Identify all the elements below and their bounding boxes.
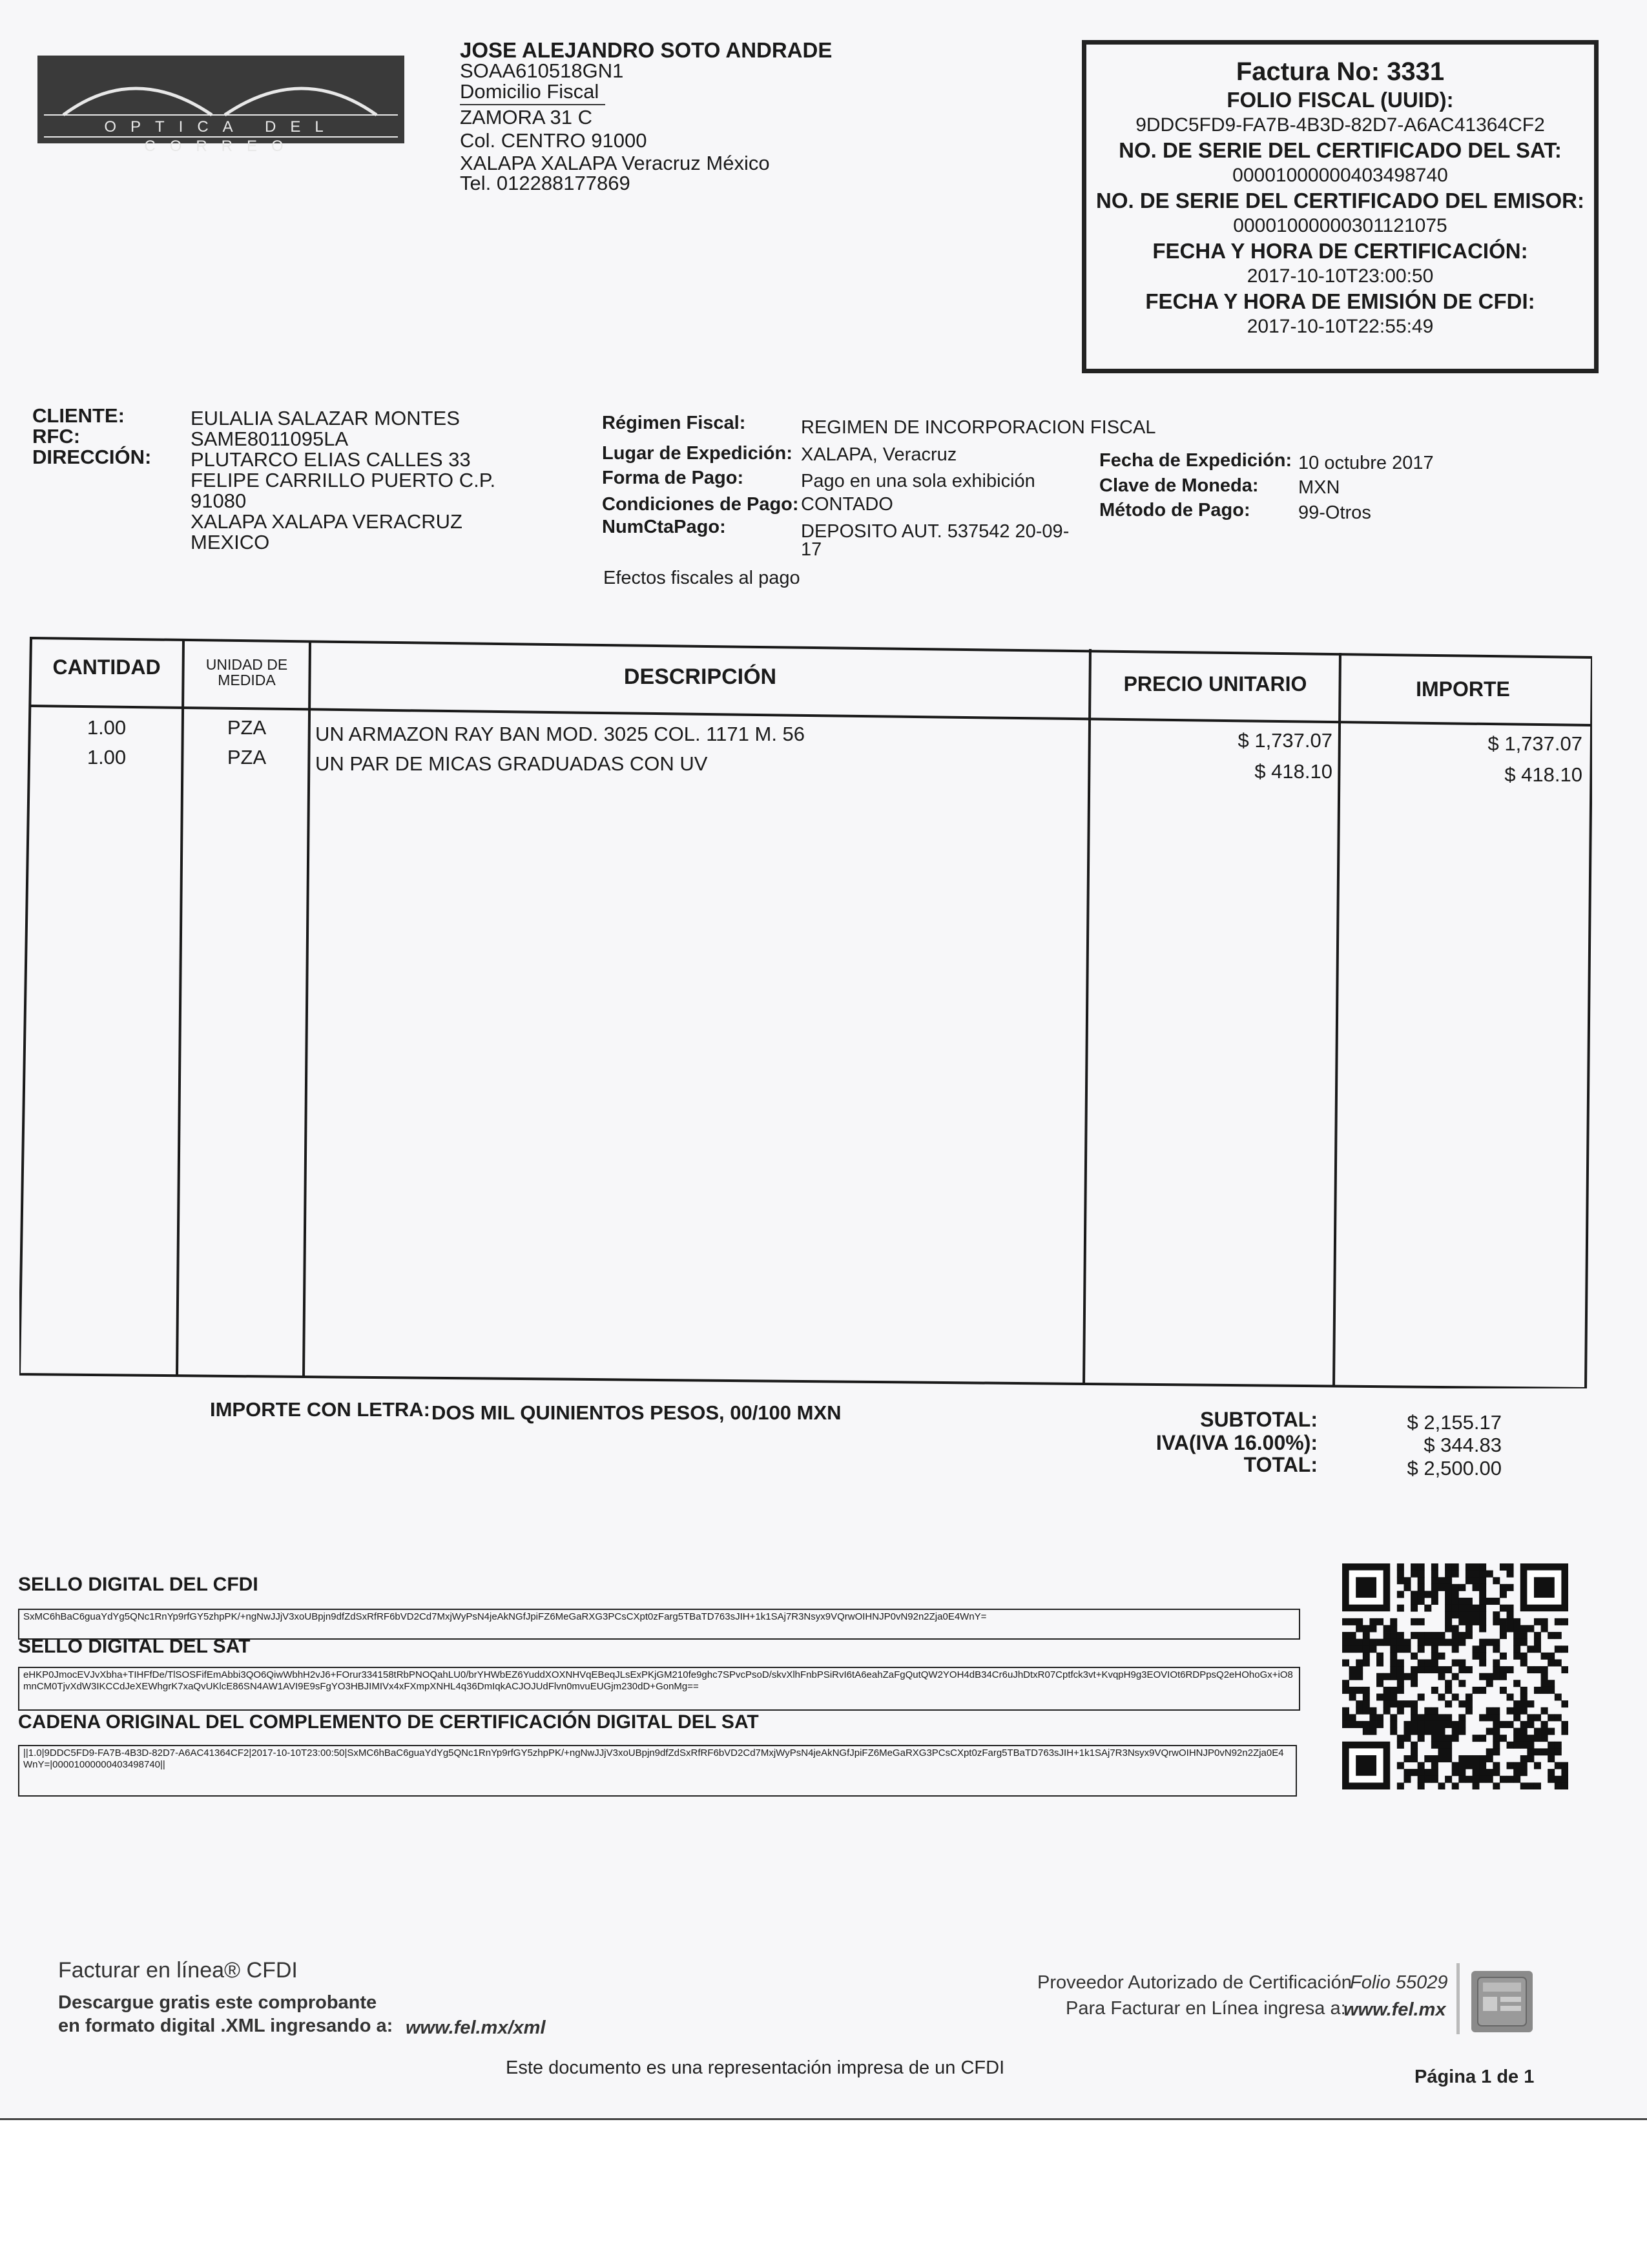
- cell-importe: $ 1,737.07: [1487, 732, 1582, 755]
- metodo-label: Método de Pago:: [1099, 500, 1250, 521]
- condiciones-value: CONTADO: [801, 494, 893, 515]
- descargue-line1: Descargue gratis este comprobante: [58, 1992, 377, 2013]
- numcta-value: DEPOSITO AUT. 537542 20-09-: [801, 521, 1070, 542]
- folio-proveedor: Folio 55029: [1350, 1972, 1448, 1993]
- client-address-line: PLUTARCO ELIAS CALLES 33: [191, 448, 471, 471]
- invoice-header-box: [1082, 40, 1599, 373]
- page-number: Página 1 de 1: [1414, 2067, 1535, 2087]
- issuer-rfc: SOAA610518GN1: [460, 59, 624, 82]
- regimen-value: REGIMEN DE INCORPORACION FISCAL: [801, 417, 1156, 438]
- qr-code-graphic: [1342, 1563, 1568, 1789]
- cell-descripcion: UN ARMAZON RAY BAN MOD. 3025 COL. 1171 M. 56: [315, 723, 805, 745]
- moneda-label: Clave de Moneda:: [1099, 475, 1259, 496]
- total-label: TOTAL:: [1243, 1453, 1318, 1476]
- col-header-cantidad: CANTIDAD: [52, 655, 161, 679]
- sello-cfdi-value: SxMC6hBaC6guaYdYg5QNc1RnYp9rfGY5zhpPK/+ngNwJJjV3xoUBpjn9dfZdSxRfRF6bVD2Cd7MxjWyPsN4jeAkNGfJpiFZ6MeGaRXG3PCsCXpt0zFarg5TBaTD763sJIH+1k1SAj7R3Nsyx9VQrwOIHNJP0vN92n2Zja0E4WnY=: [18, 1609, 1300, 1640]
- cell-precio: $ 1,737.07: [1238, 729, 1332, 752]
- issuer-phone: Tel. 012288177869: [460, 172, 630, 194]
- fecha-emision-value: 2017-10-10T22:55:49: [1247, 316, 1434, 337]
- serie-emisor-value: 00001000000301121075: [1233, 215, 1447, 236]
- representacion-text: Este documento es una representación impresa de un CFDI: [506, 2057, 1005, 2078]
- invoice-title: Factura No: 3331: [1236, 57, 1445, 86]
- sello-sat-value: eHKP0JmocEVJvXbha+TIHFfDe/TlSOSFifEmAbbi3QO6QiwWbhH2vJ6+FOrur334158tRbPNOQahLU0/brYHWbEZ6YuddXOXNHVqEBeqJLsExPKjGM210fe9ghc7SPvcPsoD/skvXlhFnbPSiRvI6tA6eahZaFgQutQW2YOH4dB34Cr6uJhDtxR07Cptfck3vt+KvqpH9g3EOVIOt6RDPpsQ2eHOhoGx+iO8mnCM0TjvXdW3IKCCdJeXEWhgrK7xaQvUKlcE86SN4AW1AVI9E9sFgYO3HBJIMIVx4xFXmpXNHL4q36DmIqkACJOJUdFlvn0mvuEUGjm230dD+GonMg==: [18, 1667, 1300, 1711]
- cell-unidad: PZA: [227, 716, 267, 739]
- client-name: EULALIA SALAZAR MONTES: [191, 407, 460, 429]
- direccion-label: DIRECCIÓN:: [32, 446, 152, 468]
- sello-cfdi-label: SELLO DIGITAL DEL CFDI: [18, 1574, 258, 1595]
- rfc-label: RFC:: [32, 425, 81, 448]
- col-header-precio: PRECIO UNITARIO: [1123, 672, 1307, 696]
- divider: [460, 104, 605, 105]
- total-value: $ 2,500.00: [1407, 1457, 1502, 1479]
- col-header-descripcion: DESCRIPCIÓN: [623, 665, 777, 689]
- lugar-label: Lugar de Expedición:: [602, 443, 792, 464]
- client-address-line: FELIPE CARRILLO PUERTO C.P.: [191, 469, 496, 491]
- seal-graphic: [1471, 1971, 1533, 2032]
- client-rfc: SAME8011095LA: [191, 428, 349, 450]
- certification-seal-icon: [1471, 1971, 1533, 2032]
- serie-emisor-label: NO. DE SERIE DEL CERTIFICADO DEL EMISOR:: [1095, 189, 1585, 212]
- importe-letra-value: DOS MIL QUINIENTOS PESOS, 00/100 MXN: [431, 1401, 842, 1424]
- importe-letra-label: IMPORTE CON LETRA:: [210, 1398, 430, 1421]
- logo-text: OPTICA DEL CORREO: [104, 118, 338, 155]
- regimen-label: Régimen Fiscal:: [602, 413, 746, 433]
- forma-value: Pago en una sola exhibición: [801, 471, 1035, 491]
- client-address-line: 91080: [191, 490, 247, 512]
- fecha-emision-label: FECHA Y HORA DE EMISIÓN DE CFDI:: [1145, 289, 1535, 313]
- page-bottom-edge: [0, 2118, 1647, 2268]
- descargue-line2: en formato digital .XML ingresando a:: [58, 2015, 393, 2036]
- client-address-line: XALAPA XALAPA VERACRUZ: [191, 510, 462, 533]
- forma-label: Forma de Pago:: [602, 468, 744, 488]
- domicilio-label: Domicilio Fiscal: [460, 80, 599, 103]
- cell-descripcion: UN PAR DE MICAS GRADUADAS CON UV: [315, 752, 708, 775]
- divider: [1456, 1963, 1460, 2034]
- cadena-original-label: CADENA ORIGINAL DEL COMPLEMENTO DE CERTIFICACIÓN DIGITAL DEL SAT: [18, 1711, 759, 1733]
- sello-sat-label: SELLO DIGITAL DEL SAT: [18, 1636, 251, 1657]
- cadena-original-value: ||1.0|9DDC5FD9-FA7B-4B3D-82D7-A6AC41364CF2|2017-10-10T23:00:50|SxMC6hBaC6guaYdYg5QNc1RnYp9rfGY5zhpPK/+ngNwJJjV3xoUBpjn9dfZdSxRfRF6bVD2Cd7MxjWyPsN4jeAkNGfJpiFZ6MeGaRXG3PCsCXpt0zFarg5TBaTD763sJIH+1k1SAj7R3Nsyx9VQrwOIHNJP0vN92n2Zja0E4WnY=|00001000000403498740||: [18, 1745, 1297, 1797]
- folio-value: 9DDC5FD9-FA7B-4B3D-82D7-A6AC41364CF2: [1135, 114, 1545, 136]
- qr-code: [1342, 1563, 1568, 1789]
- metodo-value: 99-Otros: [1298, 502, 1371, 523]
- subtotal-label: SUBTOTAL:: [1200, 1408, 1318, 1431]
- lugar-value: XALAPA, Veracruz: [801, 444, 957, 465]
- serie-sat-label: NO. DE SERIE DEL CERTIFICADO DEL SAT:: [1119, 138, 1562, 162]
- fecha-cert-label: FECHA Y HORA DE CERTIFICACIÓN:: [1152, 239, 1528, 263]
- proveedor-text: Proveedor Autorizado de Certificación: [1037, 1972, 1352, 1993]
- numcta-value-cont: 17: [801, 539, 822, 560]
- items-table: [19, 636, 1592, 1388]
- col-header-unidad-line2: MEDIDA: [218, 672, 276, 688]
- condiciones-label: Condiciones de Pago:: [602, 494, 799, 515]
- url-xml-link[interactable]: www.fel.mx/xml: [406, 2017, 546, 2038]
- client-address-line: MEXICO: [191, 531, 270, 553]
- efectos-fiscales: Efectos fiscales al pago: [603, 568, 800, 588]
- fecha-cert-value: 2017-10-10T23:00:50: [1247, 265, 1434, 287]
- serie-sat-value: 00001000000403498740: [1232, 165, 1448, 186]
- folio-label: FOLIO FISCAL (UUID):: [1227, 88, 1454, 112]
- subtotal-value: $ 2,155.17: [1407, 1411, 1502, 1434]
- col-header-unidad-line1: UNIDAD DE: [205, 656, 288, 673]
- cell-precio: $ 418.10: [1254, 760, 1332, 783]
- cell-cantidad: 1.00: [87, 746, 127, 768]
- cliente-label: CLIENTE:: [32, 404, 125, 427]
- iva-value: $ 344.83: [1424, 1434, 1502, 1456]
- moneda-value: MXN: [1298, 477, 1340, 498]
- fecha-exp-label: Fecha de Expedición:: [1099, 450, 1292, 471]
- cell-cantidad: 1.00: [87, 716, 127, 739]
- issuer-colonia: Col. CENTRO 91000: [460, 129, 647, 152]
- col-header-importe: IMPORTE: [1416, 677, 1510, 701]
- fecha-exp-value: 10 octubre 2017: [1298, 453, 1434, 473]
- numcta-label: NumCtaPago:: [602, 517, 726, 537]
- cell-importe: $ 418.10: [1504, 763, 1582, 786]
- cell-unidad: PZA: [227, 746, 267, 768]
- issuer-street: ZAMORA 31 C: [460, 106, 592, 129]
- company-logo: [37, 56, 404, 155]
- col-header-unidad: [183, 657, 310, 688]
- issuer-name: JOSE ALEJANDRO SOTO ANDRADE: [460, 38, 833, 62]
- para-facturar-text: Para Facturar en Línea ingresa a:: [1066, 1998, 1346, 2019]
- facturar-title: Facturar en línea® CFDI: [58, 1958, 298, 1983]
- issuer-city: XALAPA XALAPA Veracruz México: [460, 152, 770, 174]
- url-link[interactable]: www.fel.mx: [1343, 1999, 1446, 2020]
- iva-label: IVA(IVA 16.00%):: [1155, 1431, 1318, 1454]
